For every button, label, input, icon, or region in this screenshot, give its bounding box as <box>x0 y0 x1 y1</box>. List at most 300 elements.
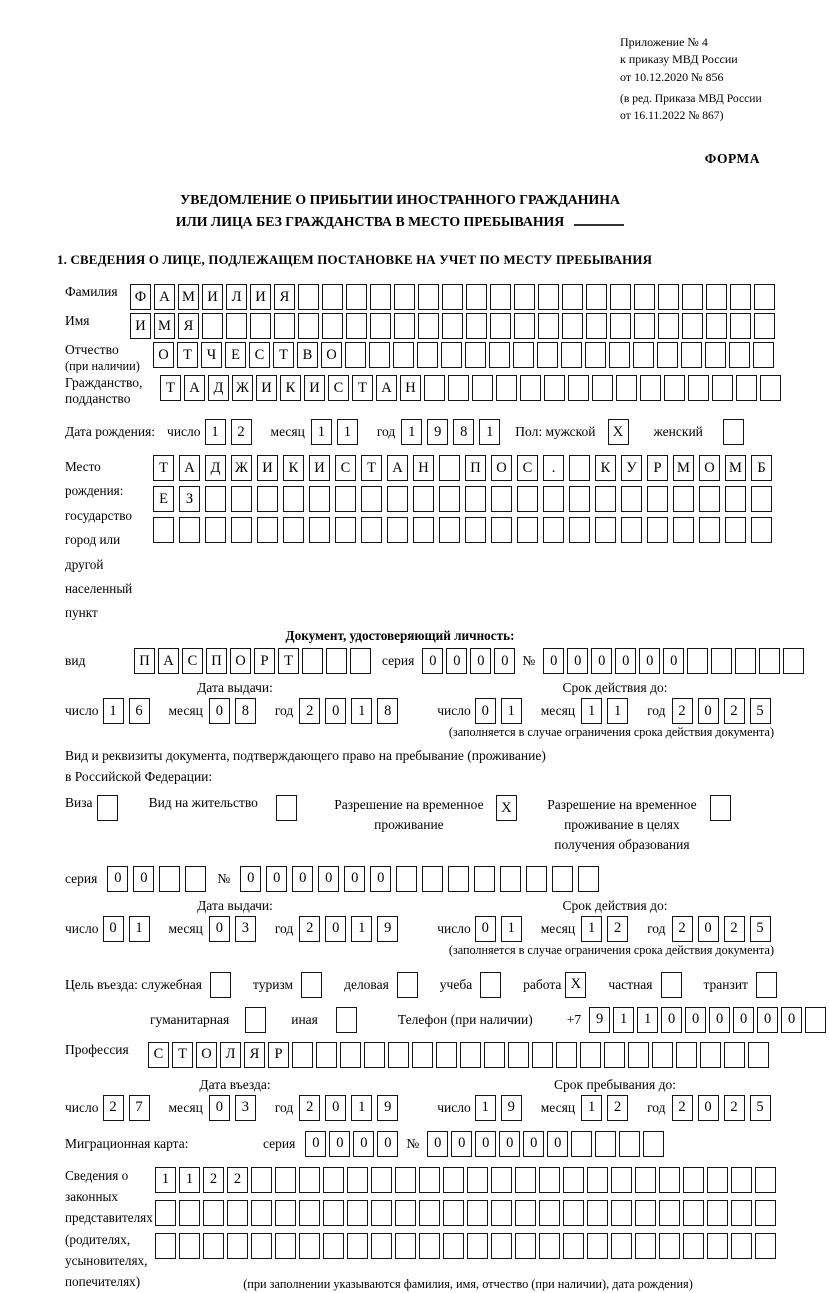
representatives-row1-cells-8[interactable] <box>347 1167 368 1193</box>
patronymic-cells-10[interactable] <box>393 342 414 368</box>
doc-valid-year-cells-2[interactable]: 2 <box>724 698 745 724</box>
given-name-cells-25[interactable] <box>730 313 751 339</box>
stay-month-cells-1[interactable]: 2 <box>607 1095 628 1121</box>
representatives-row3-cells-21[interactable] <box>659 1233 680 1259</box>
birth-place-row1-cells-0[interactable]: Т <box>153 455 174 481</box>
representatives-row2-cells-22[interactable] <box>683 1200 704 1226</box>
profession-cells-20[interactable] <box>628 1042 649 1068</box>
given-name-cells-19[interactable] <box>586 313 607 339</box>
birth-place-row2-cells-21[interactable] <box>699 486 720 512</box>
permit-valid-month-cells-1[interactable]: 2 <box>607 916 628 942</box>
permit-number-cells-6[interactable] <box>396 866 417 892</box>
citizenship-cells-24[interactable] <box>736 375 757 401</box>
representatives-row1-cells-2[interactable]: 2 <box>203 1167 224 1193</box>
citizenship-cells-2[interactable]: Д <box>208 375 229 401</box>
profession-cells-9[interactable] <box>364 1042 385 1068</box>
stay-year-cells-1[interactable]: 0 <box>698 1095 719 1121</box>
birth-place-row2-cells-6[interactable] <box>309 486 330 512</box>
birth-place-row2-cells-4[interactable] <box>257 486 278 512</box>
mig-number-cells-0[interactable]: 0 <box>427 1131 448 1157</box>
permit-issue-month-cells-1[interactable]: 3 <box>235 916 256 942</box>
representatives-row2-cells-7[interactable] <box>323 1200 344 1226</box>
birth-place-row3-cells-11[interactable] <box>439 517 460 543</box>
sex-male-checkbox-0[interactable]: X <box>608 419 629 445</box>
patronymic-cells-16[interactable] <box>537 342 558 368</box>
permit-issue-day-cells-1[interactable]: 1 <box>129 916 150 942</box>
representatives-row2-cells-24[interactable] <box>731 1200 752 1226</box>
surname-cells-20[interactable] <box>610 284 631 310</box>
representatives-row3-cells-8[interactable] <box>347 1233 368 1259</box>
surname-cells-5[interactable]: И <box>250 284 271 310</box>
doc-type-cells-6[interactable]: Т <box>278 648 299 674</box>
surname-cells-18[interactable] <box>562 284 583 310</box>
representatives-row1-cells-0[interactable]: 1 <box>155 1167 176 1193</box>
birth-place-row2-cells-8[interactable] <box>361 486 382 512</box>
surname-cells-8[interactable] <box>322 284 343 310</box>
profession-cells-8[interactable] <box>340 1042 361 1068</box>
birth-place-row3-cells-17[interactable] <box>595 517 616 543</box>
representatives-row2-cells-6[interactable] <box>299 1200 320 1226</box>
permit-number-cells-12[interactable] <box>552 866 573 892</box>
doc-number-cells-4[interactable]: 0 <box>639 648 660 674</box>
representatives-row2-cells-1[interactable] <box>179 1200 200 1226</box>
citizenship-cells-14[interactable] <box>496 375 517 401</box>
birth-place-row3-cells-20[interactable] <box>673 517 694 543</box>
phone-cells-9[interactable] <box>805 1007 826 1033</box>
given-name-cells-17[interactable] <box>538 313 559 339</box>
citizenship-cells-12[interactable] <box>448 375 469 401</box>
representatives-row1-cells-13[interactable] <box>467 1167 488 1193</box>
patronymic-cells-14[interactable] <box>489 342 510 368</box>
doc-type-cells-4[interactable]: О <box>230 648 251 674</box>
permit-number-cells-2[interactable]: 0 <box>292 866 313 892</box>
stay-year-cells-2[interactable]: 2 <box>724 1095 745 1121</box>
permit-number-cells-0[interactable]: 0 <box>240 866 261 892</box>
birth-place-row2-cells-14[interactable] <box>517 486 538 512</box>
citizenship-cells-18[interactable] <box>592 375 613 401</box>
doc-valid-year-cells-1[interactable]: 0 <box>698 698 719 724</box>
surname-cells-25[interactable] <box>730 284 751 310</box>
birth-place-row2-cells-13[interactable] <box>491 486 512 512</box>
profession-cells-3[interactable]: Л <box>220 1042 241 1068</box>
given-name-cells-24[interactable] <box>706 313 727 339</box>
doc-type-cells-2[interactable]: С <box>182 648 203 674</box>
representatives-row1-cells-7[interactable] <box>323 1167 344 1193</box>
entry-year-cells-2[interactable]: 1 <box>351 1095 372 1121</box>
birth-place-row3-cells-6[interactable] <box>309 517 330 543</box>
permit-valid-month-cells-0[interactable]: 1 <box>581 916 602 942</box>
birth-place-row1-cells-10[interactable]: Н <box>413 455 434 481</box>
birth-place-row3-cells-10[interactable] <box>413 517 434 543</box>
birth-place-row3-cells-3[interactable] <box>231 517 252 543</box>
birth-place-row2-cells-19[interactable] <box>647 486 668 512</box>
given-name-cells-4[interactable] <box>226 313 247 339</box>
purpose-transit-checkbox-0[interactable] <box>756 972 777 998</box>
mig-number-cells-4[interactable]: 0 <box>523 1131 544 1157</box>
stay-month-cells-0[interactable]: 1 <box>581 1095 602 1121</box>
phone-cells-4[interactable]: 0 <box>685 1007 706 1033</box>
representatives-row2-cells-3[interactable] <box>227 1200 248 1226</box>
profession-cells-22[interactable] <box>676 1042 697 1068</box>
representatives-row2-cells-9[interactable] <box>371 1200 392 1226</box>
patronymic-cells-7[interactable]: О <box>321 342 342 368</box>
mig-number-cells-6[interactable] <box>571 1131 592 1157</box>
patronymic-cells-2[interactable]: Ч <box>201 342 222 368</box>
doc-number-cells-6[interactable] <box>687 648 708 674</box>
profession-cells-6[interactable] <box>292 1042 313 1068</box>
representatives-row1-cells-1[interactable]: 1 <box>179 1167 200 1193</box>
citizenship-cells-25[interactable] <box>760 375 781 401</box>
doc-issue-year-cells-0[interactable]: 2 <box>299 698 320 724</box>
representatives-row3-cells-25[interactable] <box>755 1233 776 1259</box>
mig-number-cells-1[interactable]: 0 <box>451 1131 472 1157</box>
representatives-row2-cells-23[interactable] <box>707 1200 728 1226</box>
doc-number-cells-10[interactable] <box>783 648 804 674</box>
surname-cells-4[interactable]: Л <box>226 284 247 310</box>
doc-number-cells-3[interactable]: 0 <box>615 648 636 674</box>
surname-cells-24[interactable] <box>706 284 727 310</box>
patronymic-cells-8[interactable] <box>345 342 366 368</box>
given-name-cells-18[interactable] <box>562 313 583 339</box>
phone-cells-1[interactable]: 1 <box>613 1007 634 1033</box>
doc-type-cells-1[interactable]: А <box>158 648 179 674</box>
phone-cells-3[interactable]: 0 <box>661 1007 682 1033</box>
birth-place-row2-cells-10[interactable] <box>413 486 434 512</box>
representatives-row1-cells-16[interactable] <box>539 1167 560 1193</box>
patronymic-cells-25[interactable] <box>753 342 774 368</box>
permit-series-cells-1[interactable]: 0 <box>133 866 154 892</box>
profession-cells-10[interactable] <box>388 1042 409 1068</box>
doc-issue-year-cells-1[interactable]: 0 <box>325 698 346 724</box>
doc-issue-year-cells-2[interactable]: 1 <box>351 698 372 724</box>
given-name-cells-1[interactable]: М <box>154 313 175 339</box>
representatives-row3-cells-23[interactable] <box>707 1233 728 1259</box>
doc-type-cells-7[interactable] <box>302 648 323 674</box>
representatives-row3-cells-1[interactable] <box>179 1233 200 1259</box>
citizenship-cells-19[interactable] <box>616 375 637 401</box>
permit-valid-year-cells-3[interactable]: 5 <box>750 916 771 942</box>
birth-place-row1-cells-22[interactable]: М <box>725 455 746 481</box>
citizenship-cells-0[interactable]: Т <box>160 375 181 401</box>
representatives-row3-cells-9[interactable] <box>371 1233 392 1259</box>
doc-number-cells-0[interactable]: 0 <box>543 648 564 674</box>
patronymic-cells-1[interactable]: Т <box>177 342 198 368</box>
permit-series-cells-0[interactable]: 0 <box>107 866 128 892</box>
doc-number-cells-8[interactable] <box>735 648 756 674</box>
doc-type-cells-9[interactable] <box>350 648 371 674</box>
given-name-cells-22[interactable] <box>658 313 679 339</box>
representatives-row3-cells-19[interactable] <box>611 1233 632 1259</box>
surname-cells-6[interactable]: Я <box>274 284 295 310</box>
given-name-cells-20[interactable] <box>610 313 631 339</box>
citizenship-cells-20[interactable] <box>640 375 661 401</box>
surname-cells-1[interactable]: А <box>154 284 175 310</box>
representatives-row1-cells-14[interactable] <box>491 1167 512 1193</box>
birth-place-row2-cells-15[interactable] <box>543 486 564 512</box>
mig-series-cells-2[interactable]: 0 <box>353 1131 374 1157</box>
permit-number-cells-8[interactable] <box>448 866 469 892</box>
representatives-row2-cells-18[interactable] <box>587 1200 608 1226</box>
representatives-row3-cells-14[interactable] <box>491 1233 512 1259</box>
representatives-row1-cells-6[interactable] <box>299 1167 320 1193</box>
permit-number-cells-9[interactable] <box>474 866 495 892</box>
surname-cells-3[interactable]: И <box>202 284 223 310</box>
surname-cells-15[interactable] <box>490 284 511 310</box>
doc-number-cells-9[interactable] <box>759 648 780 674</box>
birth-place-row1-cells-12[interactable]: П <box>465 455 486 481</box>
doc-series-cells-0[interactable]: 0 <box>422 648 443 674</box>
doc-series-cells-2[interactable]: 0 <box>470 648 491 674</box>
representatives-row3-cells-16[interactable] <box>539 1233 560 1259</box>
birth-place-row1-cells-7[interactable]: С <box>335 455 356 481</box>
doc-number-cells-1[interactable]: 0 <box>567 648 588 674</box>
citizenship-cells-3[interactable]: Ж <box>232 375 253 401</box>
birth-day-cells-0[interactable]: 1 <box>205 419 226 445</box>
representatives-row1-cells-21[interactable] <box>659 1167 680 1193</box>
representatives-row3-cells-22[interactable] <box>683 1233 704 1259</box>
representatives-row1-cells-17[interactable] <box>563 1167 584 1193</box>
entry-day-cells-1[interactable]: 7 <box>129 1095 150 1121</box>
entry-year-cells-0[interactable]: 2 <box>299 1095 320 1121</box>
given-name-cells-13[interactable] <box>442 313 463 339</box>
purpose-other-checkbox-0[interactable] <box>336 1007 357 1033</box>
representatives-row2-cells-25[interactable] <box>755 1200 776 1226</box>
birth-place-row2-cells-16[interactable] <box>569 486 590 512</box>
citizenship-cells-1[interactable]: А <box>184 375 205 401</box>
surname-cells-19[interactable] <box>586 284 607 310</box>
permit-valid-year-cells-0[interactable]: 2 <box>672 916 693 942</box>
representatives-row2-cells-2[interactable] <box>203 1200 224 1226</box>
doc-valid-month-cells-0[interactable]: 1 <box>581 698 602 724</box>
given-name-cells-23[interactable] <box>682 313 703 339</box>
representatives-row1-cells-3[interactable]: 2 <box>227 1167 248 1193</box>
birth-place-row3-cells-5[interactable] <box>283 517 304 543</box>
birth-day-cells-1[interactable]: 2 <box>231 419 252 445</box>
representatives-row2-cells-15[interactable] <box>515 1200 536 1226</box>
citizenship-cells-8[interactable]: Т <box>352 375 373 401</box>
birth-place-row3-cells-19[interactable] <box>647 517 668 543</box>
citizenship-cells-22[interactable] <box>688 375 709 401</box>
purpose-humanitarian-checkbox-0[interactable] <box>245 1007 266 1033</box>
permit-issue-year-cells-3[interactable]: 9 <box>377 916 398 942</box>
permit-number-cells-3[interactable]: 0 <box>318 866 339 892</box>
profession-cells-24[interactable] <box>724 1042 745 1068</box>
birth-place-row2-cells-0[interactable]: Е <box>153 486 174 512</box>
citizenship-cells-23[interactable] <box>712 375 733 401</box>
mig-number-cells-3[interactable]: 0 <box>499 1131 520 1157</box>
mig-series-cells-0[interactable]: 0 <box>305 1131 326 1157</box>
profession-cells-5[interactable]: Р <box>268 1042 289 1068</box>
birth-place-row2-cells-7[interactable] <box>335 486 356 512</box>
birth-place-row3-cells-21[interactable] <box>699 517 720 543</box>
doc-series-cells-3[interactable]: 0 <box>494 648 515 674</box>
birth-year-cells-0[interactable]: 1 <box>401 419 422 445</box>
profession-cells-23[interactable] <box>700 1042 721 1068</box>
birth-place-row1-cells-18[interactable]: У <box>621 455 642 481</box>
profession-cells-4[interactable]: Я <box>244 1042 265 1068</box>
representatives-row3-cells-20[interactable] <box>635 1233 656 1259</box>
birth-place-row1-cells-4[interactable]: И <box>257 455 278 481</box>
citizenship-cells-11[interactable] <box>424 375 445 401</box>
given-name-cells-9[interactable] <box>346 313 367 339</box>
citizenship-cells-15[interactable] <box>520 375 541 401</box>
birth-place-row1-cells-21[interactable]: О <box>699 455 720 481</box>
patronymic-cells-13[interactable] <box>465 342 486 368</box>
representatives-row3-cells-24[interactable] <box>731 1233 752 1259</box>
entry-month-cells-0[interactable]: 0 <box>209 1095 230 1121</box>
given-name-cells-3[interactable] <box>202 313 223 339</box>
patronymic-cells-4[interactable]: С <box>249 342 270 368</box>
surname-cells-14[interactable] <box>466 284 487 310</box>
given-name-cells-0[interactable]: И <box>130 313 151 339</box>
doc-series-cells-1[interactable]: 0 <box>446 648 467 674</box>
given-name-cells-2[interactable]: Я <box>178 313 199 339</box>
birth-place-row1-cells-19[interactable]: Р <box>647 455 668 481</box>
representatives-row2-cells-8[interactable] <box>347 1200 368 1226</box>
profession-cells-7[interactable] <box>316 1042 337 1068</box>
doc-type-cells-0[interactable]: П <box>134 648 155 674</box>
doc-valid-day-cells-0[interactable]: 0 <box>475 698 496 724</box>
birth-place-row1-cells-16[interactable] <box>569 455 590 481</box>
birth-place-row1-cells-14[interactable]: С <box>517 455 538 481</box>
birth-year-cells-1[interactable]: 9 <box>427 419 448 445</box>
representatives-row3-cells-2[interactable] <box>203 1233 224 1259</box>
birth-place-row2-cells-3[interactable] <box>231 486 252 512</box>
patronymic-cells-23[interactable] <box>705 342 726 368</box>
birth-place-row3-cells-7[interactable] <box>335 517 356 543</box>
representatives-row1-cells-23[interactable] <box>707 1167 728 1193</box>
doc-number-cells-7[interactable] <box>711 648 732 674</box>
representatives-row2-cells-11[interactable] <box>419 1200 440 1226</box>
birth-place-row3-cells-13[interactable] <box>491 517 512 543</box>
patronymic-cells-22[interactable] <box>681 342 702 368</box>
representatives-row1-cells-9[interactable] <box>371 1167 392 1193</box>
surname-cells-2[interactable]: М <box>178 284 199 310</box>
doc-valid-year-cells-0[interactable]: 2 <box>672 698 693 724</box>
birth-place-row1-cells-8[interactable]: Т <box>361 455 382 481</box>
birth-place-row3-cells-23[interactable] <box>751 517 772 543</box>
given-name-cells-6[interactable] <box>274 313 295 339</box>
permit-number-cells-5[interactable]: 0 <box>370 866 391 892</box>
representatives-row3-cells-6[interactable] <box>299 1233 320 1259</box>
representatives-row2-cells-19[interactable] <box>611 1200 632 1226</box>
birth-year-cells-3[interactable]: 1 <box>479 419 500 445</box>
profession-cells-2[interactable]: О <box>196 1042 217 1068</box>
representatives-row2-cells-10[interactable] <box>395 1200 416 1226</box>
profession-cells-21[interactable] <box>652 1042 673 1068</box>
surname-cells-16[interactable] <box>514 284 535 310</box>
permit-number-cells-1[interactable]: 0 <box>266 866 287 892</box>
surname-cells-9[interactable] <box>346 284 367 310</box>
surname-cells-12[interactable] <box>418 284 439 310</box>
permit-valid-day-cells-1[interactable]: 1 <box>501 916 522 942</box>
profession-cells-17[interactable] <box>556 1042 577 1068</box>
birth-place-row1-cells-2[interactable]: Д <box>205 455 226 481</box>
birth-place-row2-cells-12[interactable] <box>465 486 486 512</box>
patronymic-cells-0[interactable]: О <box>153 342 174 368</box>
birth-place-row3-cells-2[interactable] <box>205 517 226 543</box>
representatives-row1-cells-22[interactable] <box>683 1167 704 1193</box>
representatives-row3-cells-7[interactable] <box>323 1233 344 1259</box>
representatives-row3-cells-17[interactable] <box>563 1233 584 1259</box>
profession-cells-25[interactable] <box>748 1042 769 1068</box>
representatives-row1-cells-4[interactable] <box>251 1167 272 1193</box>
temp-residence-checkbox-0[interactable]: X <box>496 795 517 821</box>
doc-valid-year-cells-3[interactable]: 5 <box>750 698 771 724</box>
birth-place-row1-cells-13[interactable]: О <box>491 455 512 481</box>
doc-issue-month-cells-1[interactable]: 8 <box>235 698 256 724</box>
representatives-row1-cells-25[interactable] <box>755 1167 776 1193</box>
representatives-row2-cells-13[interactable] <box>467 1200 488 1226</box>
birth-place-row1-cells-23[interactable]: Б <box>751 455 772 481</box>
patronymic-cells-11[interactable] <box>417 342 438 368</box>
representatives-row2-cells-20[interactable] <box>635 1200 656 1226</box>
birth-month-cells-1[interactable]: 1 <box>337 419 358 445</box>
representatives-row3-cells-12[interactable] <box>443 1233 464 1259</box>
doc-type-cells-8[interactable] <box>326 648 347 674</box>
phone-cells-5[interactable]: 0 <box>709 1007 730 1033</box>
phone-cells-2[interactable]: 1 <box>637 1007 658 1033</box>
birth-month-cells-0[interactable]: 1 <box>311 419 332 445</box>
representatives-row1-cells-20[interactable] <box>635 1167 656 1193</box>
birth-place-row3-cells-8[interactable] <box>361 517 382 543</box>
purpose-study-checkbox-0[interactable] <box>480 972 501 998</box>
birth-place-row3-cells-22[interactable] <box>725 517 746 543</box>
citizenship-cells-16[interactable] <box>544 375 565 401</box>
birth-place-row3-cells-15[interactable] <box>543 517 564 543</box>
surname-cells-0[interactable]: Ф <box>130 284 151 310</box>
representatives-row3-cells-4[interactable] <box>251 1233 272 1259</box>
given-name-cells-26[interactable] <box>754 313 775 339</box>
surname-cells-23[interactable] <box>682 284 703 310</box>
permit-series-cells-2[interactable] <box>159 866 180 892</box>
citizenship-cells-7[interactable]: С <box>328 375 349 401</box>
permit-valid-year-cells-1[interactable]: 0 <box>698 916 719 942</box>
citizenship-cells-6[interactable]: И <box>304 375 325 401</box>
permit-issue-year-cells-0[interactable]: 2 <box>299 916 320 942</box>
representatives-row3-cells-15[interactable] <box>515 1233 536 1259</box>
patronymic-cells-15[interactable] <box>513 342 534 368</box>
birth-place-row3-cells-16[interactable] <box>569 517 590 543</box>
profession-cells-0[interactable]: С <box>148 1042 169 1068</box>
representatives-row1-cells-12[interactable] <box>443 1167 464 1193</box>
birth-place-row3-cells-9[interactable] <box>387 517 408 543</box>
purpose-official-checkbox-0[interactable] <box>210 972 231 998</box>
given-name-cells-5[interactable] <box>250 313 271 339</box>
given-name-cells-16[interactable] <box>514 313 535 339</box>
representatives-row2-cells-5[interactable] <box>275 1200 296 1226</box>
phone-cells-6[interactable]: 0 <box>733 1007 754 1033</box>
representatives-row1-cells-15[interactable] <box>515 1167 536 1193</box>
representatives-row2-cells-12[interactable] <box>443 1200 464 1226</box>
doc-issue-year-cells-3[interactable]: 8 <box>377 698 398 724</box>
patronymic-cells-24[interactable] <box>729 342 750 368</box>
birth-place-row2-cells-1[interactable]: З <box>179 486 200 512</box>
permit-number-cells-7[interactable] <box>422 866 443 892</box>
doc-number-cells-5[interactable]: 0 <box>663 648 684 674</box>
profession-cells-12[interactable] <box>436 1042 457 1068</box>
patronymic-cells-17[interactable] <box>561 342 582 368</box>
entry-year-cells-1[interactable]: 0 <box>325 1095 346 1121</box>
birth-place-row2-cells-11[interactable] <box>439 486 460 512</box>
birth-place-row1-cells-20[interactable]: М <box>673 455 694 481</box>
birth-place-row2-cells-17[interactable] <box>595 486 616 512</box>
stay-year-cells-3[interactable]: 5 <box>750 1095 771 1121</box>
given-name-cells-7[interactable] <box>298 313 319 339</box>
birth-place-row1-cells-1[interactable]: А <box>179 455 200 481</box>
birth-place-row1-cells-17[interactable]: К <box>595 455 616 481</box>
profession-cells-11[interactable] <box>412 1042 433 1068</box>
